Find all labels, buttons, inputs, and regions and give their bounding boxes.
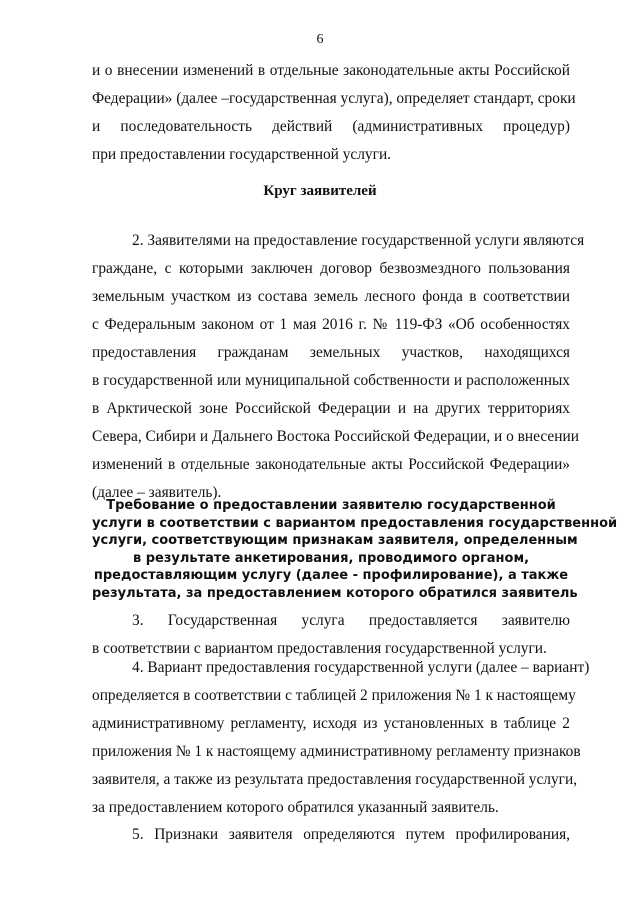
paragraph-line: 2. Заявителями на предоставление государственной услуги являются (132, 232, 585, 249)
paragraph-line: в соответствии с вариантом предоставления государственной услуги. (92, 640, 547, 657)
heading-line: услуги в соответствии с вариантом предоставления государственной (92, 515, 618, 531)
paragraph-line: предоставления гражданам земельных участков, находящихся (92, 344, 570, 361)
paragraph-line: за предоставлением которого обратился указанный заявитель. (92, 799, 499, 816)
section-heading-requirement (92, 497, 618, 602)
paragraph-line: 4. Вариант предоставления государственной услуги (далее – вариант) (132, 659, 590, 676)
paragraph-line: определяется в соответствии с таблицей 2 приложения № 1 к настоящему (92, 687, 576, 704)
paragraph-line: заявителя, а также из результата предоставления государственной услуги, (92, 771, 578, 788)
paragraph-2 (92, 227, 585, 507)
heading-line: Требование о предоставлении заявителю государственной (106, 498, 556, 513)
paragraph-line: (далее – заявитель). (92, 484, 222, 501)
intro-line: и последовательность действий (административных процедур) (92, 118, 570, 135)
paragraph-line: в Арктической зоне Российской Федерации и на других территориях (92, 400, 570, 417)
paragraph-line: Севера, Сибири и Дальнего Востока Российской Федерации, и о внесении (92, 428, 579, 445)
section-heading-applicants: Круг заявителей (263, 183, 377, 199)
intro-line: Федерации» (далее –государственная услуга), определяет стандарт, сроки (92, 90, 576, 107)
heading-line: в результате анкетирования, проводимого органом, (132, 550, 530, 566)
paragraph-line: 5. Признаки заявителя определяются путем профилирования, (132, 826, 570, 843)
paragraph-line: изменений в отдельные законодательные акты Российской Федерации» (92, 456, 570, 473)
heading-line: услуги, соответствующим признакам заявителя, определенным (92, 533, 578, 548)
paragraph-line: с Федеральным законом от 1 мая 2016 г. № 119-ФЗ «Об особенностях (92, 316, 570, 333)
paragraph-line: земельным участком из состава земель лесного фонда в соответствии (92, 288, 570, 305)
paragraph-4 (92, 654, 590, 822)
paragraph-line: приложения № 1 к настоящему административному регламенту признаков (92, 743, 581, 760)
heading-line: предоставляющим услугу (далее - профилирование), а также (93, 568, 569, 583)
paragraph-5 (92, 821, 570, 849)
paragraph-line: в государственной или муниципальной собственности и расположенных (92, 372, 570, 389)
paragraph-line: административному регламенту, исходя из установленных в таблице 2 (92, 715, 570, 732)
intro-line: и о внесении изменений в отдельные законодательные акты Российской (92, 62, 570, 79)
intro-line: при предоставлении государственной услуги. (92, 146, 392, 163)
page-number: 6 (316, 32, 324, 47)
paragraph-line: граждане, с которыми заключен договор безвозмездного пользования (92, 260, 570, 277)
intro-paragraph (92, 57, 576, 169)
paragraph-line: 3. Государственная услуга предоставляется заявителю (132, 612, 570, 629)
heading-line: результата, за предоставлением которого обратился заявитель (92, 585, 578, 601)
